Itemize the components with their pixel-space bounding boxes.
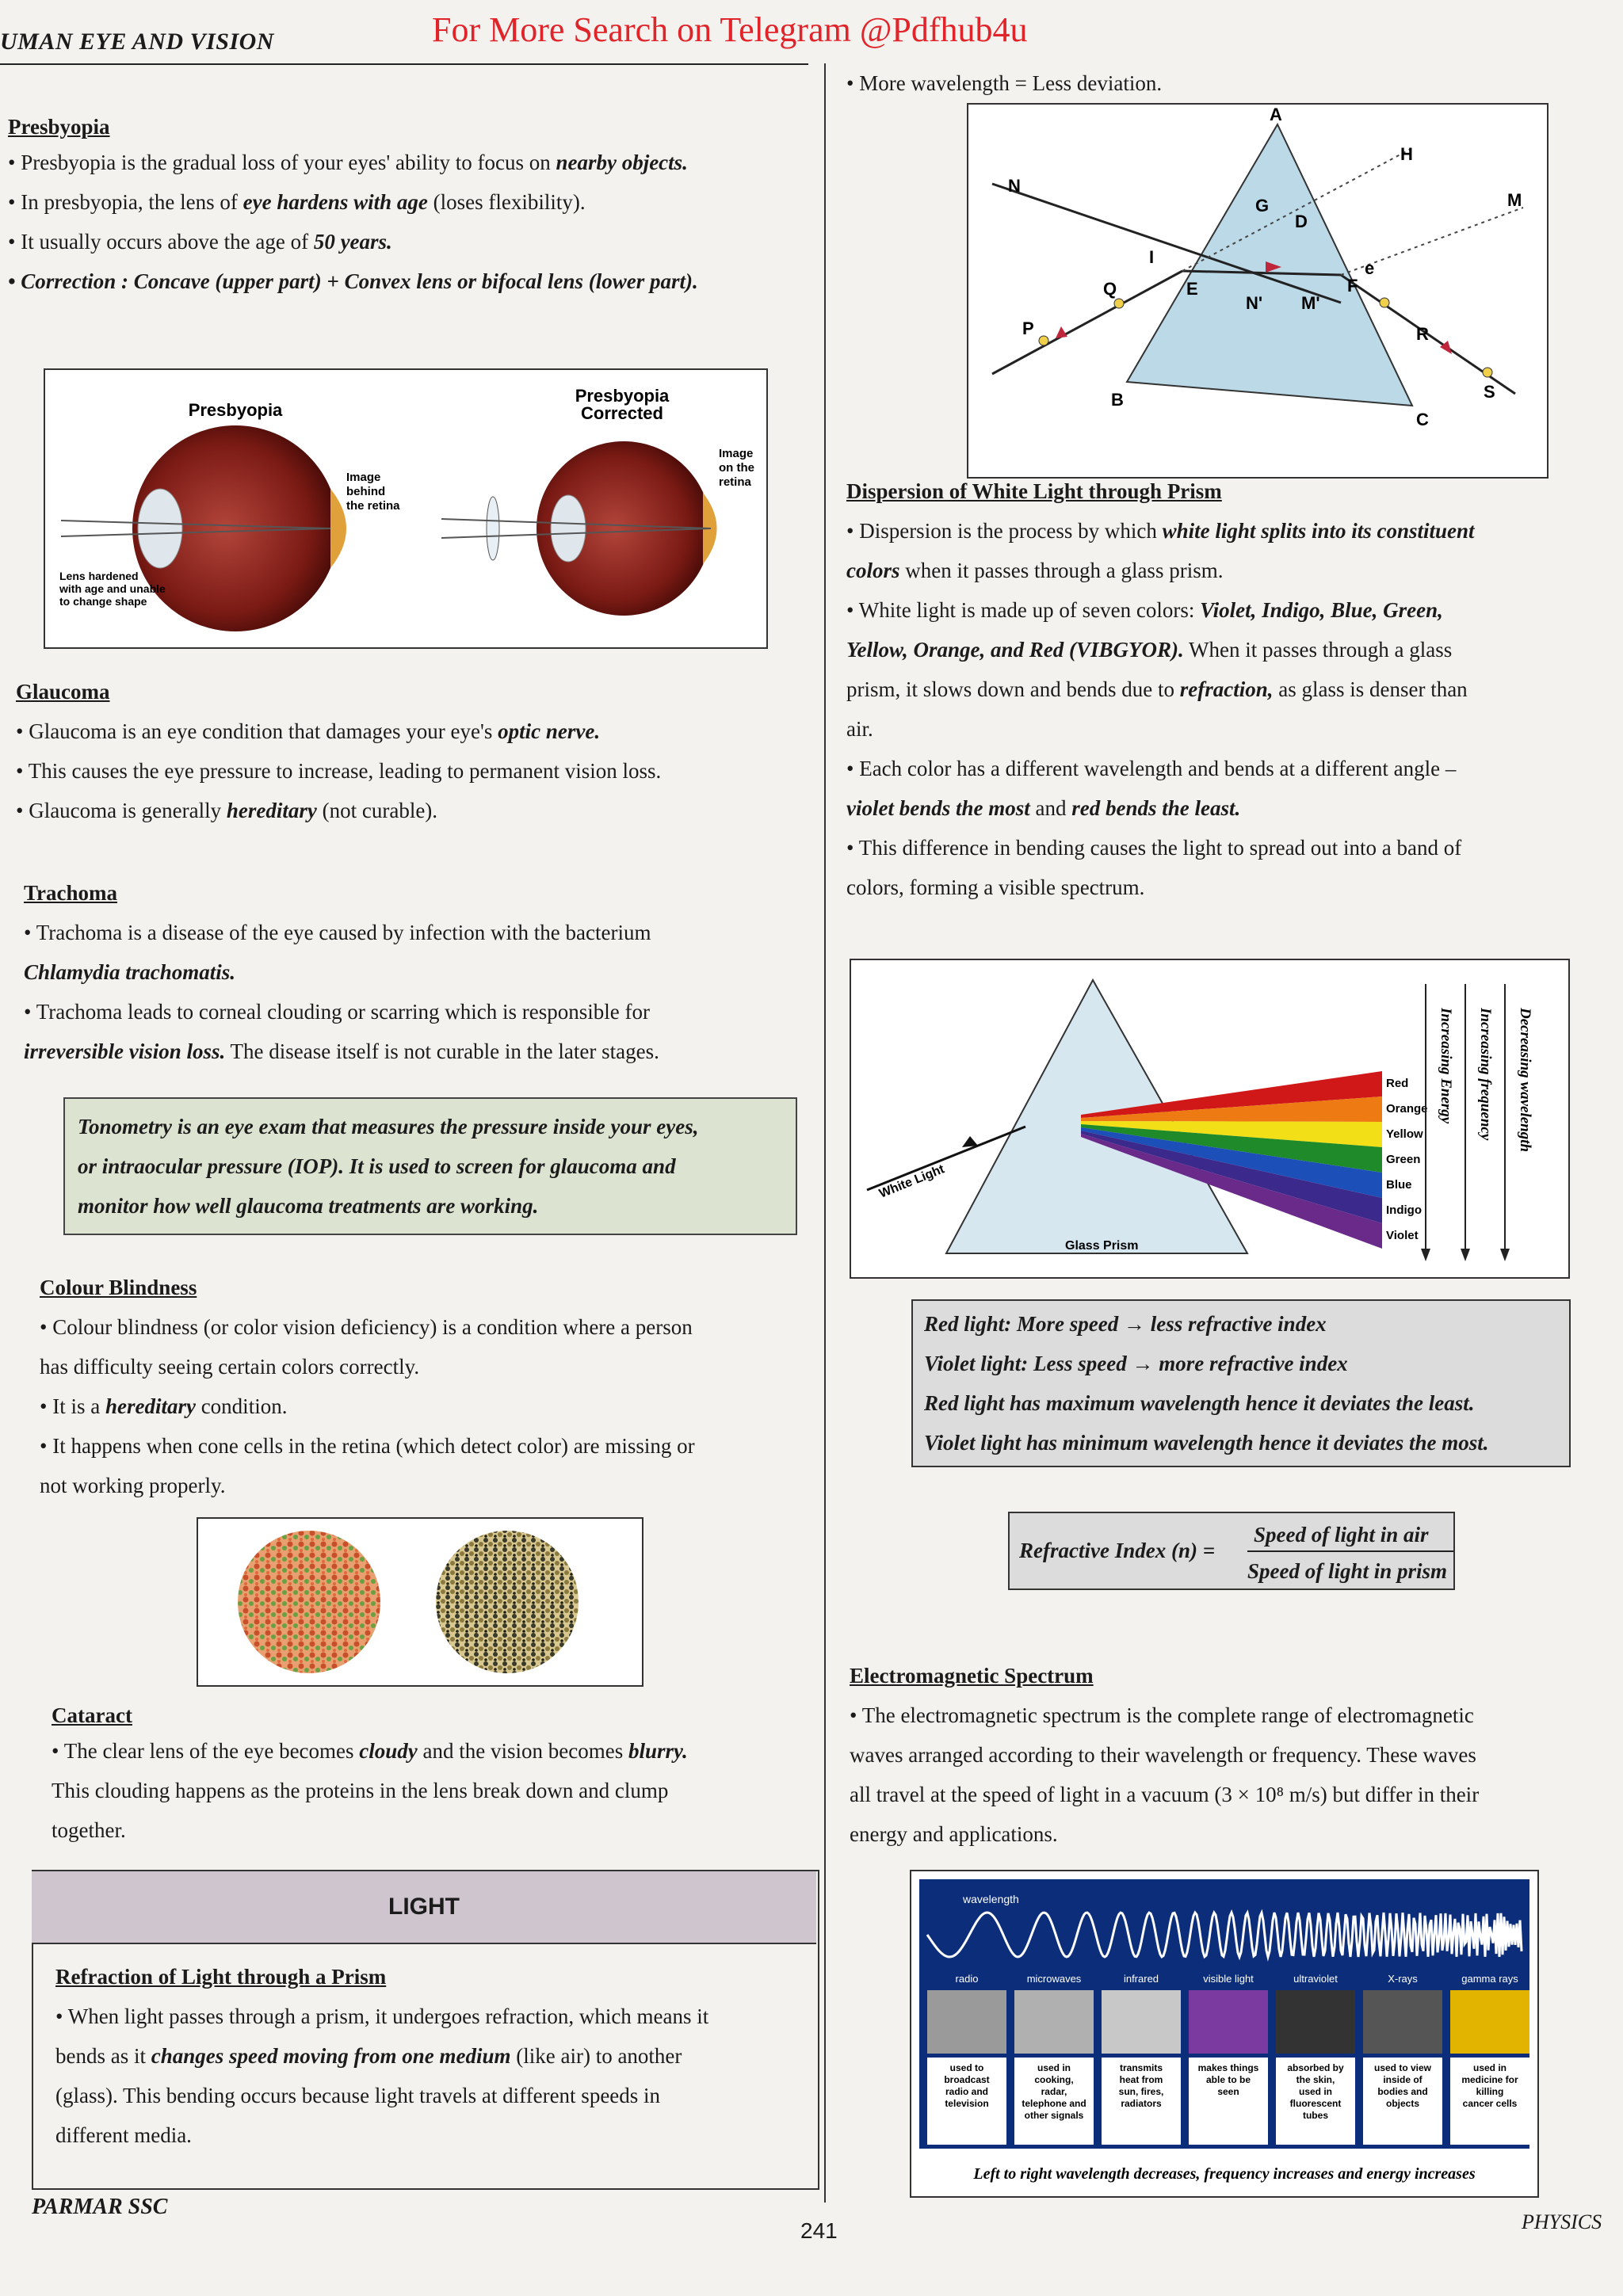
em-band-use-text: killing — [1476, 2086, 1504, 2097]
cornea-left — [330, 489, 346, 568]
label-N: N — [1008, 176, 1021, 196]
ishihara-plates — [198, 1519, 642, 1685]
footer-subject: PHYSICS — [1522, 2210, 1602, 2233]
em-band-use-text: able to be — [1205, 2074, 1251, 2085]
em-band-use-text: heat from — [1119, 2074, 1163, 2085]
label-Q: Q — [1103, 279, 1117, 299]
refraction-heading: Refraction of Light through a Prism — [55, 1965, 387, 1989]
svg-text:retina: retina — [719, 475, 751, 489]
em-band-use-text: absorbed by — [1287, 2062, 1344, 2073]
dispersion-heading: Dispersion of White Light through Prism — [846, 479, 1222, 503]
column-divider — [824, 63, 826, 2203]
arrow-frequency-label: Increasing frequency — [1477, 1008, 1494, 1141]
em-band-label: ultraviolet — [1293, 1973, 1338, 1985]
em-spectrum-diagram — [911, 1871, 1537, 2196]
label-H: H — [1400, 144, 1413, 164]
red-violet-note: Red light: More speed → less refractive index Violet light: Less speed → more refractive index Red light has maximum wavelength hence it deviates the least. Violet light has minimum wavelength hence it deviates the most. — [911, 1299, 1571, 1467]
em-band-use-text: telephone and — [1022, 2098, 1086, 2109]
color-label-blue: Blue — [1386, 1178, 1412, 1192]
refraction-text: • When light passes through a prism, it undergoes refraction, which means it bends as it changes speed moving from one medium (like air) to another (glass). This bending occurs because light travels at different speeds in different media. — [55, 2004, 709, 2147]
color-label-orange: Orange — [1386, 1102, 1428, 1116]
glaucoma-heading: Glaucoma — [16, 680, 110, 704]
svg-text:on the: on the — [719, 461, 754, 475]
em-band-image — [1276, 1990, 1355, 2054]
em-band-image — [1450, 1990, 1529, 2054]
refractive-index-formula — [1008, 1512, 1455, 1590]
label-S: S — [1484, 382, 1495, 402]
label-R: R — [1416, 324, 1429, 344]
em-band-use-text: radiators — [1121, 2098, 1162, 2109]
em-band-image — [927, 1990, 1006, 2054]
dispersion-figure — [850, 959, 1570, 1279]
em-band-label: X-rays — [1388, 1973, 1418, 1985]
color-label-red: Red — [1386, 1077, 1409, 1090]
color-label-indigo: Indigo — [1386, 1203, 1422, 1217]
trachoma-heading: Trachoma — [24, 881, 117, 905]
corrective-lens — [487, 497, 499, 560]
lens-right — [551, 495, 586, 562]
label-C: C — [1416, 410, 1429, 429]
ishihara-figure — [197, 1517, 643, 1687]
label-B: B — [1111, 390, 1124, 410]
svg-text:to change shape: to change shape — [59, 595, 147, 608]
footer-publisher: PARMAR SSC — [32, 2195, 168, 2219]
em-band-label: microwaves — [1026, 1973, 1082, 1985]
em-band-use-text: transmits — [1119, 2062, 1163, 2073]
trachoma-text: • Trachoma is a disease of the eye caused by infection with the bacterium Chlamydia trachomatis. • Trachoma leads to corneal clouding or scarring which is responsible for irreversible vision loss. The disease itself is not curable in the later stages. — [24, 921, 659, 1063]
em-band-image — [1102, 1990, 1181, 2054]
em-band-use-text: sun, fires, — [1118, 2086, 1164, 2097]
em-band-use-text: medicine for — [1461, 2074, 1518, 2085]
presbyopia-diagram — [45, 370, 766, 647]
color-label-green: Green — [1386, 1153, 1421, 1166]
arrow-wavelength-label: Decreasing wavelength — [1517, 1008, 1533, 1153]
em-band-image — [1014, 1990, 1094, 2054]
label-N-prime: N' — [1246, 293, 1263, 313]
em-band-use-text: tubes — [1302, 2110, 1329, 2121]
light-section-bar: LIGHT — [32, 1870, 816, 1944]
label-e: e — [1365, 258, 1375, 278]
em-band-use-text: inside of — [1383, 2074, 1423, 2085]
label-G: G — [1255, 196, 1270, 215]
prism-refraction-diagram — [968, 105, 1547, 477]
svg-text:Lens hardened: Lens hardened — [59, 570, 139, 582]
svg-text:the retina: the retina — [346, 499, 400, 513]
em-band-label: infrared — [1123, 1973, 1159, 1985]
label-I: I — [1149, 247, 1155, 267]
em-text: • The electromagnetic spectrum is the complete range of electromagnetic waves arranged according to their wavelength or frequency. These waves all travel at the speed of light in a vacuum (3 × 10⁸ m/s) but differ in their energy and applications. — [850, 1703, 1480, 1846]
telegram-banner: For More Search on Telegram @Pdfhub4u — [432, 10, 1028, 49]
em-band-use-text: television — [945, 2098, 989, 2109]
color-label-yellow: Yellow — [1386, 1127, 1423, 1141]
em-band-use-text: broadcast — [944, 2074, 990, 2085]
label-M-prime: M' — [1301, 293, 1320, 313]
chapter-title: UMAN EYE AND VISION — [0, 29, 274, 55]
prism-refraction-figure — [967, 103, 1549, 479]
em-spectrum-figure — [910, 1870, 1539, 2198]
wavelength-label: wavelength — [963, 1893, 1019, 1905]
label-F: F — [1347, 276, 1358, 296]
dispersion-text: • Dispersion is the process by which white light splits into its constituent colors when it passes through a glass prism. • White light is made up of seven colors: Violet, Indigo, Blue, Green, Yellow, Orange, and Red (VIBGYOR). When it passes through a glass prism, it slows down and bends due to refraction, as glass is denser than air. • Each color has a different wavelength and bends at a different angle – violet bends the most and red bends the least. • This difference in bending causes the light to spread out into a band of colors, forming a visible spectrum. — [846, 519, 1475, 899]
presbyopia-figure — [44, 368, 768, 649]
em-band-use-text: cancer cells — [1462, 2098, 1518, 2109]
em-bands — [927, 1973, 1529, 2145]
plate-1 — [238, 1531, 380, 1673]
arrow-energy-label: Increasing Energy — [1438, 1008, 1454, 1124]
em-caption: Left to right wavelength decreases, frequency increases and energy increases — [973, 2165, 1476, 2183]
label-P: P — [1022, 318, 1034, 338]
colour-blindness-text: • Colour blindness (or color vision deficiency) is a condition where a person has difficulty seeing certain colors correctly. • It is a hereditary condition. • It happens when cone cells in the retina (which detect color) are missing or not working properly. — [40, 1315, 695, 1497]
dispersion-diagram — [851, 960, 1568, 1277]
em-band-use-text: radio and — [945, 2086, 989, 2097]
em-band-image — [1363, 1990, 1442, 2054]
color-labels — [1386, 1077, 1428, 1242]
label-E: E — [1186, 279, 1198, 299]
formula-denominator: Speed of light in prism — [1247, 1559, 1448, 1583]
em-band-use-text: objects — [1385, 2098, 1420, 2109]
color-label-violet: Violet — [1386, 1229, 1419, 1242]
fig-title-right-2: Corrected — [581, 403, 663, 423]
em-band-use-text: used to — [949, 2062, 984, 2073]
em-heading: Electromagnetic Spectrum — [850, 1664, 1094, 1688]
glaucoma-text: • Glaucoma is an eye condition that damages your eye's optic nerve. • This causes the eye pressure to increase, leading to permanent vision loss. • Glaucoma is generally hereditary (not curable). — [16, 719, 662, 822]
formula-numerator: Speed of light in air — [1254, 1523, 1429, 1547]
presbyopia-heading: Presbyopia — [8, 115, 110, 139]
fig-title-right-1: Presbyopia — [575, 386, 670, 406]
svg-text:with age and unable: with age and unable — [59, 582, 166, 595]
cataract-heading: Cataract — [52, 1703, 132, 1727]
tonometry-note: Tonometry is an eye exam that measures the pressure inside your eyes, or intraocular pressure (IOP). It is used to screen for glaucoma and monitor how well glaucoma treatments are working. — [63, 1097, 797, 1235]
glass-prism-label: Glass Prism — [1065, 1239, 1139, 1253]
em-band-label: gamma rays — [1461, 1973, 1518, 1985]
white-light-label: White Light — [877, 1162, 947, 1201]
em-band-label: radio — [955, 1973, 979, 1985]
em-band-use-text: used in — [1472, 2062, 1507, 2073]
svg-text:Image: Image — [719, 447, 754, 460]
em-band-use-text: makes things — [1197, 2062, 1259, 2073]
em-band-use-text: the skin, — [1296, 2074, 1335, 2085]
em-band-use-text: used to view — [1373, 2062, 1432, 2073]
em-band-image — [1189, 1990, 1268, 2054]
colour-blindness-heading: Colour Blindness — [40, 1276, 197, 1299]
em-band-use-text: seen — [1217, 2086, 1239, 2097]
em-band-use-text: used in — [1037, 2062, 1071, 2073]
plate-2 — [436, 1531, 579, 1673]
lens-left — [138, 489, 182, 568]
em-band-use-text: bodies and — [1377, 2086, 1428, 2097]
presbyopia-text: • Presbyopia is the gradual loss of your eyes' ability to focus on nearby objects. • In presbyopia, the lens of eye hardens with age (loses flexibility). • It usually occurs above the age of 50 years. • Correction : Concave (upper part) + Convex lens or bifocal lens (lower part). — [8, 151, 698, 293]
label-A: A — [1270, 105, 1282, 124]
em-band-use-text: cooking, — [1034, 2074, 1074, 2085]
em-band-use-text: used in — [1298, 2086, 1333, 2097]
wavelength-deviation-bullet: • More wavelength = Less deviation. — [846, 71, 1163, 95]
header-rule — [0, 63, 808, 65]
cataract-text: • The clear lens of the eye becomes cloudy and the vision becomes blurry. This clouding happens as the proteins in the lens break down and clump together. — [52, 1739, 688, 1842]
label-M: M — [1507, 190, 1522, 210]
svg-text:Image: Image — [346, 471, 381, 484]
svg-text:behind: behind — [346, 485, 386, 498]
fig-title-left: Presbyopia — [188, 400, 283, 420]
em-band-use-text: fluorescent — [1289, 2098, 1342, 2109]
em-band-use-text: radar, — [1041, 2086, 1067, 2097]
page-number: 241 — [800, 2218, 838, 2243]
em-band-use-text: other signals — [1024, 2110, 1084, 2121]
em-band-label: visible light — [1203, 1973, 1254, 1985]
formula-lhs: Refractive Index (n) = — [1019, 1539, 1216, 1562]
label-D: D — [1295, 212, 1308, 231]
